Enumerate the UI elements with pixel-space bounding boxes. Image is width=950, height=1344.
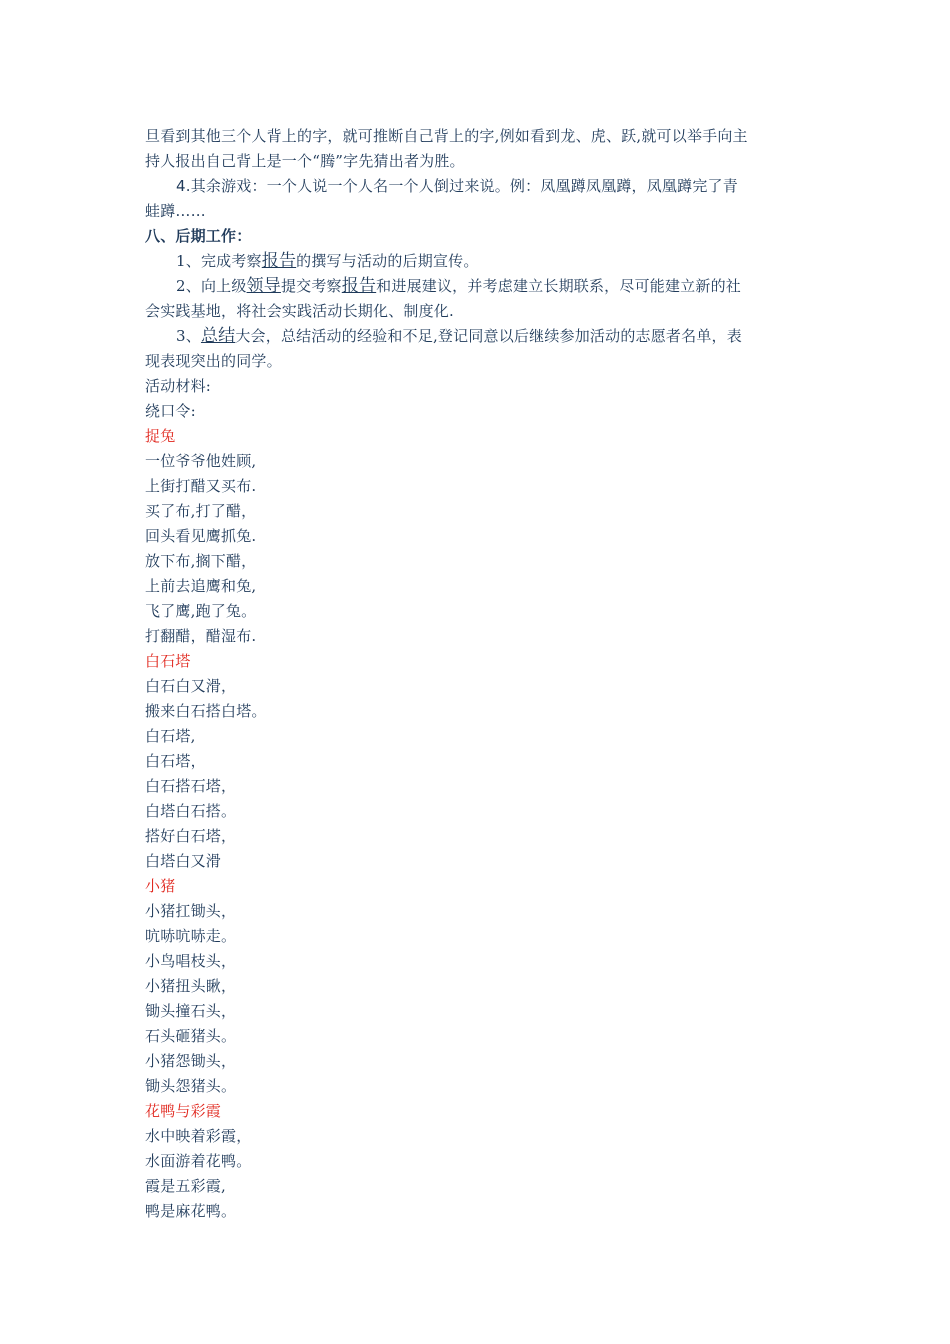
poem-line: 小猪怨锄头， <box>145 1052 237 1070</box>
poem-line: 石头砸猪头。 <box>145 1027 237 1045</box>
materials-title: 活动材料: <box>145 377 212 395</box>
item-2-text-pre: 2、向上级 <box>176 277 247 295</box>
poem-line: 一位爷爷他姓顾, <box>145 452 257 470</box>
section-8-heading: 八、后期工作： <box>145 227 252 245</box>
poem-line: 搬来白石搭白塔。 <box>145 702 267 720</box>
item-3-text-post: 大会，总结活动的经验和不足,登记同意以后继续参加活动的志愿者名单，表 <box>235 327 742 345</box>
poem-line: 吭哧吭哧走。 <box>145 927 237 945</box>
poem-line: 水中映着彩霞， <box>145 1127 252 1145</box>
game-4-line-1: 4.其余游戏：一个人说一个人名一个人倒过来说。例：凤凰蹲凤凰蹲，凤凰蹲完了青 <box>176 177 738 195</box>
poem-title: 捉兔 <box>145 427 176 445</box>
leader-link[interactable]: 领导 <box>246 276 281 296</box>
item-2-text-post: 和进展建议，并考虑建立长期联系，尽可能建立新的社 <box>376 277 741 295</box>
poem-title: 花鸭与彩霞 <box>145 1102 222 1120</box>
poem-line: 白塔白石搭。 <box>145 802 237 820</box>
intro-line-1: 旦看到其他三个人背上的字，就可推断自己背上的字,例如看到龙、虎、跃,就可以举手向主 <box>145 127 748 145</box>
poem-line: 回头看见鹰抓兔. <box>145 527 257 545</box>
item-3-text-pre: 3、 <box>176 327 201 345</box>
poem-line: 买了布,打了醋， <box>145 502 257 520</box>
poem-line: 放下布,搁下醋， <box>145 552 257 570</box>
document-page <box>145 124 815 1224</box>
poem-line: 飞了鹰,跑了兔。 <box>145 602 257 620</box>
intro-line-2: 持人报出自己背上是一个“腾”字先猜出者为胜。 <box>145 152 465 170</box>
report-link-2[interactable]: 报告 <box>341 276 377 296</box>
poem-line: 白塔白又滑 <box>145 852 222 870</box>
poem-line: 锄头撞石头， <box>145 1002 237 1020</box>
report-link[interactable]: 报告 <box>261 251 297 271</box>
poem-line: 小猪扭头瞅， <box>145 977 237 995</box>
game-4-line-2: 蛙蹲…… <box>145 202 206 220</box>
section-8-item-1 <box>145 249 815 274</box>
poem-line: 锄头怨猪头。 <box>145 1077 237 1095</box>
item-2-text-mid: 提交考察 <box>280 277 342 295</box>
poem-title: 白石塔 <box>145 652 191 670</box>
poem-line: 搭好白石塔， <box>145 827 237 845</box>
poem-line: 白石白又滑， <box>145 677 237 695</box>
poem-line: 霞是五彩霞, <box>145 1177 226 1195</box>
poem-title: 小猪 <box>145 877 176 895</box>
poem-line: 打翻醋，醋湿布. <box>145 627 257 645</box>
summary-link[interactable]: 总结 <box>200 326 236 346</box>
item-1-text-pre: 1、完成考察 <box>176 252 262 270</box>
section-8-item-2-line-2: 会实践基地，将社会实践活动长期化、制度化. <box>145 302 454 320</box>
poem-line: 小猪扛锄头， <box>145 902 237 920</box>
poem-line: 上街打醋又买布. <box>145 477 257 495</box>
poem-line: 小鸟唱枝头， <box>145 952 237 970</box>
tongue-twisters-label: 绕口令: <box>145 402 196 420</box>
poem-line: 白石塔, <box>145 727 196 745</box>
poem-line: 白石塔， <box>145 752 206 770</box>
section-8-item-3-line-2: 现表现突出的同学。 <box>145 352 282 370</box>
item-1-text-post: 的撰写与活动的后期宣传。 <box>296 252 479 270</box>
poem-line: 白石搭石塔， <box>145 777 237 795</box>
poem-line: 鸭是麻花鸭。 <box>145 1202 237 1220</box>
poem-line: 上前去追鹰和兔, <box>145 577 257 595</box>
poem-line: 水面游着花鸭。 <box>145 1152 252 1170</box>
section-8-item-2 <box>145 274 815 299</box>
section-8-item-3 <box>145 324 815 349</box>
